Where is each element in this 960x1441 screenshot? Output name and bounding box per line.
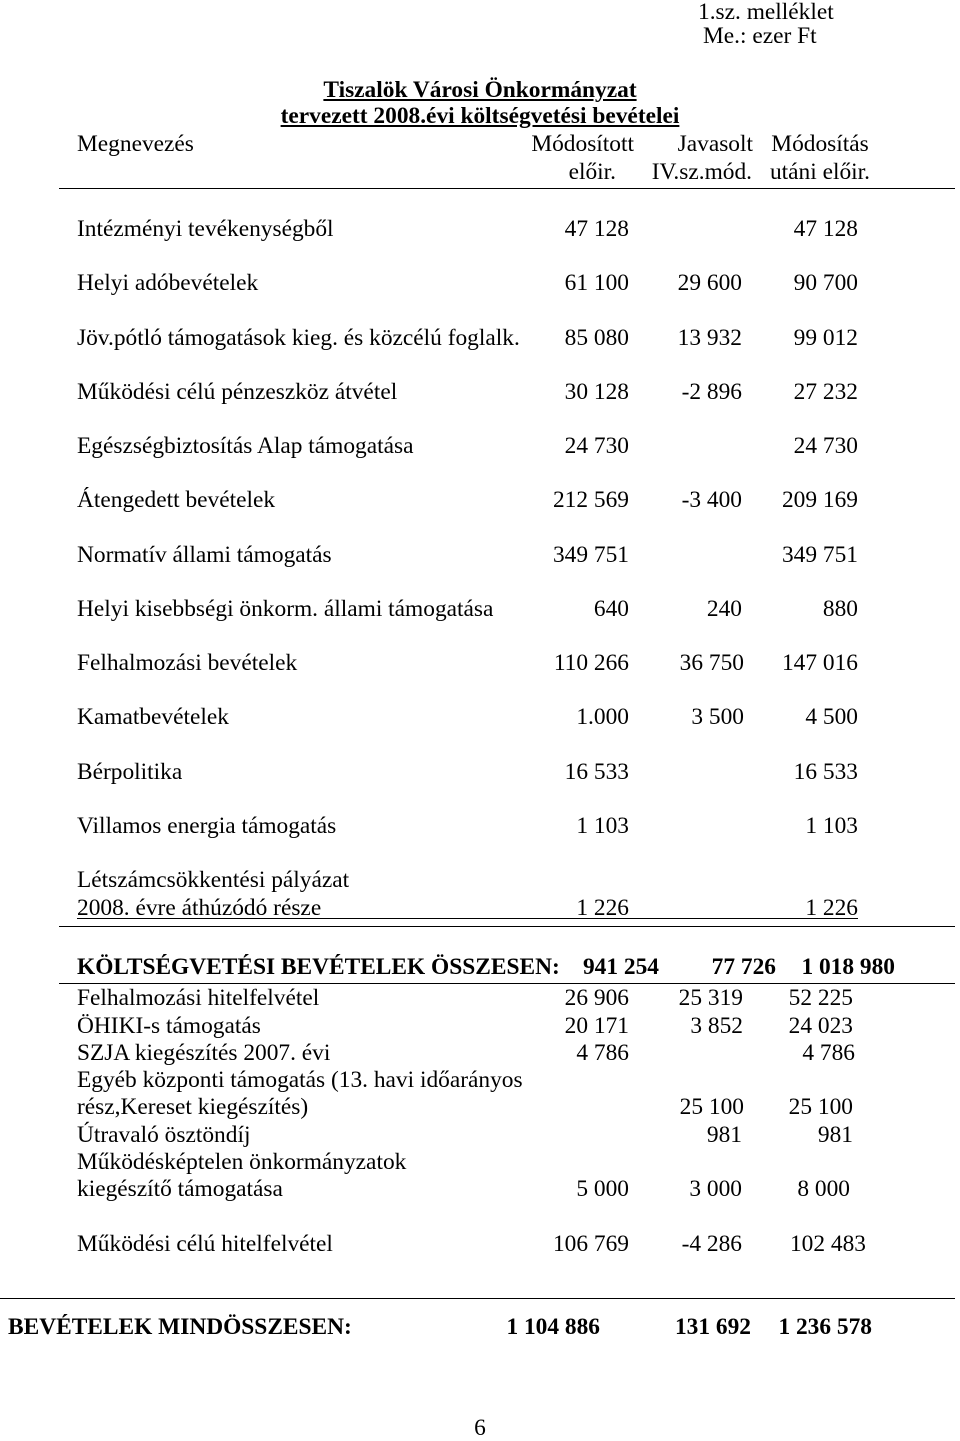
modified-value: 85 080 — [564, 325, 629, 351]
grand-total-label: BEVÉTELEK MINDÖSSZESEN: — [8, 1314, 352, 1340]
modified-value: 5 000 — [576, 1176, 629, 1202]
row-label: Egészségbiztosítás Alap támogatása — [77, 433, 414, 459]
column-header-row — [0, 131, 960, 186]
after-value: 8 000 — [797, 1176, 850, 1202]
modified-value: 61 100 — [564, 270, 629, 296]
row-label-continued: kiegészítő támogatása — [77, 1176, 283, 1202]
annex-label: 1.sz. melléklet — [698, 0, 834, 25]
after-value: 24 023 — [788, 1013, 853, 1039]
proposed-value: 13 932 — [677, 325, 742, 351]
after-value: 4 786 — [802, 1040, 855, 1066]
modified-value: 212 569 — [552, 487, 629, 513]
grand-total-divider — [0, 1298, 955, 1299]
row-label: Jöv.pótló támogatások kieg. és közcélú foglalk. — [77, 325, 520, 351]
proposed-value: -3 400 — [681, 487, 742, 513]
after-value: 27 232 — [793, 379, 858, 405]
column-header-modified: Módosított — [531, 131, 634, 157]
table-row — [0, 650, 960, 677]
document-title: Tiszalök Városi Önkormányzat — [323, 77, 637, 103]
row-label: Kamatbevételek — [77, 704, 229, 730]
row-label: Helyi adóbevételek — [77, 270, 259, 296]
table-row — [0, 216, 960, 243]
proposed-value: -2 896 — [681, 379, 742, 405]
page-number: 6 — [474, 1415, 486, 1441]
row-label: Villamos energia támogatás — [77, 813, 337, 839]
after-value: 349 751 — [781, 542, 858, 568]
modified-value: 349 751 — [552, 542, 629, 568]
proposed-value: 25 100 — [679, 1094, 744, 1120]
row-label: Átengedett bevételek — [77, 487, 276, 513]
proposed-value: -4 286 — [681, 1231, 742, 1257]
after-value: 1 103 — [805, 813, 858, 839]
table-row — [0, 813, 960, 840]
table-row — [0, 1149, 960, 1204]
subtotal-proposed-value: 77 726 — [711, 954, 776, 980]
modified-value: 20 171 — [564, 1013, 629, 1039]
proposed-value: 25 319 — [678, 985, 743, 1011]
modified-value: 4 786 — [576, 1040, 629, 1066]
grand-total-after-value: 1 236 578 — [778, 1314, 872, 1340]
table-row — [0, 1122, 960, 1149]
table-row — [0, 1067, 960, 1122]
proposed-value: 981 — [706, 1122, 742, 1148]
after-value: 47 128 — [793, 216, 858, 242]
grand-total-row — [0, 1314, 960, 1341]
after-value: 1 226 — [805, 895, 858, 921]
row-underline — [77, 918, 858, 919]
table-row — [0, 704, 960, 731]
table-row — [0, 325, 960, 352]
modified-value: 106 769 — [552, 1231, 629, 1257]
table-row — [0, 487, 960, 514]
column-header-after-sub: utáni előir. — [769, 159, 871, 185]
after-value: 25 100 — [788, 1094, 853, 1120]
row-label: ÖHIKI-s támogatás — [77, 1013, 261, 1039]
after-value: 24 730 — [793, 433, 858, 459]
table-row — [0, 379, 960, 406]
table-row — [0, 867, 960, 922]
unit-label: Me.: ezer Ft — [703, 23, 817, 49]
modified-value: 26 906 — [564, 985, 629, 1011]
proposed-value: 3 852 — [690, 1013, 743, 1039]
modified-value: 1 226 — [576, 895, 629, 921]
grand-total-modified-value: 1 104 886 — [506, 1314, 600, 1340]
proposed-value: 3 500 — [691, 704, 744, 730]
modified-value: 1 103 — [576, 813, 629, 839]
after-value: 4 500 — [805, 704, 858, 730]
after-value: 880 — [822, 596, 858, 622]
row-label-continued: rész,Kereset kiegészítés) — [77, 1094, 309, 1120]
row-label: Normatív állami támogatás — [77, 542, 332, 568]
section-divider — [59, 926, 955, 927]
subtotal-label: KÖLTSÉGVETÉSI BEVÉTELEK ÖSSZESEN: — [77, 954, 560, 980]
column-header-proposed: Javasolt — [677, 131, 753, 157]
after-value: 981 — [817, 1122, 853, 1148]
after-value: 99 012 — [793, 325, 858, 351]
row-label: Működési célú pénzeszköz átvétel — [77, 379, 398, 405]
row-label: SZJA kiegészítés 2007. évi — [77, 1040, 331, 1066]
after-value: 102 483 — [789, 1231, 866, 1257]
row-label-continued: 2008. évre áthúzódó része — [77, 895, 322, 921]
after-value: 147 016 — [781, 650, 858, 676]
table-row — [0, 759, 960, 786]
subtotal-row — [0, 954, 960, 981]
row-label: Létszámcsökkentési pályázat — [77, 867, 350, 893]
subtotal-divider — [59, 983, 955, 984]
subtotal-after-value: 1 018 980 — [801, 954, 895, 980]
row-label: Útravaló ösztöndíj — [77, 1122, 251, 1148]
after-value: 52 225 — [788, 985, 853, 1011]
table-row — [0, 596, 960, 623]
table-row — [0, 433, 960, 460]
modified-value: 24 730 — [564, 433, 629, 459]
column-header-modified-sub: előir. — [568, 159, 616, 185]
row-label: Intézményi tevékenységből — [77, 216, 334, 242]
modified-value: 47 128 — [564, 216, 629, 242]
modified-value: 30 128 — [564, 379, 629, 405]
document-subtitle: tervezett 2008.évi költségvetési bevételei — [280, 103, 680, 129]
row-label: Felhalmozási bevételek — [77, 650, 298, 676]
table-row — [0, 1231, 960, 1258]
proposed-value: 3 000 — [689, 1176, 742, 1202]
column-header-name: Megnevezés — [77, 131, 194, 157]
grand-total-proposed-value: 131 692 — [674, 1314, 751, 1340]
modified-value: 110 266 — [553, 650, 629, 676]
proposed-value: 29 600 — [677, 270, 742, 296]
after-value: 16 533 — [793, 759, 858, 785]
header-divider — [59, 188, 955, 189]
table-row — [0, 542, 960, 569]
table-row — [0, 985, 960, 1012]
row-label: Bérpolitika — [77, 759, 183, 785]
after-value: 90 700 — [793, 270, 858, 296]
table-row — [0, 1013, 960, 1040]
after-value: 209 169 — [781, 487, 858, 513]
modified-value: 16 533 — [564, 759, 629, 785]
table-row — [0, 270, 960, 297]
modified-value: 640 — [593, 596, 629, 622]
table-row — [0, 1040, 960, 1067]
column-header-after: Módosítás — [771, 131, 869, 157]
row-label: Működésképtelen önkormányzatok — [77, 1149, 407, 1175]
row-label: Egyéb központi támogatás (13. havi időarányos — [77, 1067, 523, 1093]
subtotal-modified-value: 941 254 — [582, 954, 659, 980]
proposed-value: 240 — [706, 596, 742, 622]
proposed-value: 36 750 — [679, 650, 744, 676]
row-label: Felhalmozási hitelfelvétel — [77, 985, 320, 1011]
column-header-proposed-sub: IV.sz.mód. — [651, 159, 752, 185]
row-label: Helyi kisebbségi önkorm. állami támogatása — [77, 596, 494, 622]
modified-value: 1.000 — [576, 704, 629, 730]
row-label: Működési célú hitelfelvétel — [77, 1231, 333, 1257]
